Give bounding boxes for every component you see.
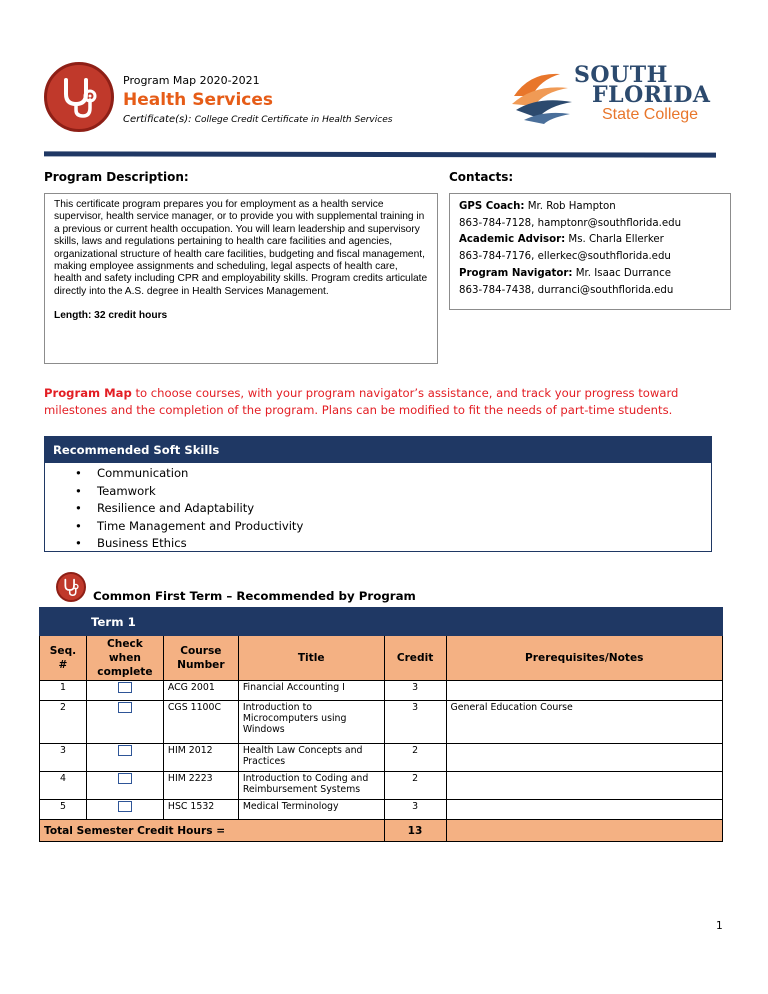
- soft-skills-heading: Recommended Soft Skills: [45, 437, 711, 463]
- check-cell: [86, 701, 163, 744]
- list-item: [75, 483, 711, 501]
- skill-label: Resilience and Adaptability: [97, 501, 255, 516]
- intro-bold: Program Map: [44, 386, 132, 400]
- certificate-value: College Credit Certificate in Health Services: [194, 115, 393, 125]
- table-row: [40, 701, 723, 744]
- gps-coach-info: 863-784-7128, hamptonr@southflorida.edu: [459, 217, 682, 229]
- course-number-cell: ACG 2001: [163, 681, 238, 701]
- notes-cell: [446, 744, 722, 772]
- check-cell: [86, 772, 163, 800]
- course-number-cell: HSC 1532: [163, 800, 238, 820]
- navigator-name: Mr. Isaac Durrance: [575, 267, 671, 279]
- bullet-icon: •: [75, 518, 82, 533]
- bullet-icon: •: [75, 536, 82, 551]
- term-row-spacer: [40, 608, 87, 636]
- gps-coach-label: GPS Coach:: [459, 201, 525, 212]
- logo-text-south: SOUTH: [574, 62, 668, 88]
- certificate-label: Certificate(s):: [123, 114, 192, 125]
- notes-cell: [446, 800, 722, 820]
- program-title: Health Services: [123, 90, 273, 110]
- description-heading: Program Description:: [44, 170, 189, 184]
- program-map-intro: [44, 385, 734, 419]
- course-table: [39, 607, 723, 842]
- credit-cell: 3: [384, 800, 446, 820]
- navigator-info: 863-784-7438, durranci@southflorida.edu: [459, 284, 674, 296]
- complete-checkbox[interactable]: [118, 702, 132, 713]
- navigator-label: Program Navigator:: [459, 267, 573, 279]
- check-cell: [86, 681, 163, 701]
- bullet-icon: •: [75, 483, 82, 498]
- course-number-cell: HIM 2012: [163, 744, 238, 772]
- complete-checkbox[interactable]: [118, 773, 132, 784]
- course-number-cell: CGS 1100C: [163, 701, 238, 744]
- credit-cell: 2: [384, 744, 446, 772]
- term-section-heading: Common First Term – Recommended by Program: [93, 589, 416, 603]
- skill-label: Business Ethics: [97, 536, 187, 551]
- col-check: Check when complete: [86, 636, 163, 681]
- total-label: Total Semester Credit Hours =: [40, 820, 385, 842]
- college-logo-mark-icon: [510, 66, 574, 126]
- complete-checkbox[interactable]: [118, 745, 132, 756]
- seq-cell: 1: [40, 681, 87, 701]
- total-row: [40, 820, 723, 842]
- soft-skills-list: [45, 463, 711, 553]
- advisor-label: Academic Advisor:: [459, 234, 566, 246]
- course-number-cell: HIM 2223: [163, 772, 238, 800]
- total-value: 13: [384, 820, 446, 842]
- seq-cell: 3: [40, 744, 87, 772]
- term-row: [40, 608, 723, 636]
- description-text: This certificate program prepares you for employment as a health service supervisor, health service manager, or to provide you with supplemental training in a previous or current health occupation. You will learn leadership and supervisory skills, laws and regulations pertaining to health care facilities and agencies, organizational structure of health care facilities, budgeting and fiscal management, making employee assignments and scheduling, legal aspects of health care, health and safety including CPR and employability skills. Program credits articulate directly into the A.S. degree in Health Services Management.: [54, 199, 428, 297]
- advisor-line: [459, 232, 721, 249]
- list-item: [75, 500, 711, 518]
- program-map-year: Program Map 2020-2021: [123, 74, 260, 87]
- seq-cell: 2: [40, 701, 87, 744]
- program-length: Length: 32 credit hours: [54, 310, 168, 322]
- list-item: [75, 535, 711, 553]
- col-seq: Seq. #: [40, 636, 87, 681]
- col-title: Title: [238, 636, 384, 681]
- header-divider: [44, 151, 716, 157]
- gps-coach-name: Mr. Rob Hampton: [527, 201, 616, 212]
- certificate-line: [123, 114, 392, 125]
- col-notes: Prerequisites/Notes: [446, 636, 722, 681]
- total-notes-cell: [446, 820, 722, 842]
- gps-coach-line: [459, 199, 721, 216]
- table-header-row: [40, 636, 723, 681]
- table-row: [40, 744, 723, 772]
- description-box: [44, 193, 438, 364]
- navigator-line: [459, 266, 721, 283]
- soft-skills-box: [44, 436, 712, 552]
- advisor-info: 863-784-7176, ellerkec@southflorida.edu: [459, 251, 671, 263]
- title-cell: Introduction to Microcomputers using Windows: [238, 701, 384, 744]
- table-row: [40, 800, 723, 820]
- title-cell: Introduction to Coding and Reimbursement Systems: [238, 772, 384, 800]
- seq-cell: 4: [40, 772, 87, 800]
- skill-label: Teamwork: [97, 483, 156, 498]
- col-credit: Credit: [384, 636, 446, 681]
- bullet-icon: •: [75, 501, 82, 516]
- page-number: 1: [716, 920, 723, 932]
- list-item: [75, 465, 711, 483]
- term-label: Term 1: [86, 608, 722, 636]
- contacts-heading: Contacts:: [449, 170, 514, 184]
- college-logo: [510, 62, 710, 132]
- skill-label: Time Management and Productivity: [97, 518, 304, 533]
- col-course-number: Course Number: [163, 636, 238, 681]
- notes-cell: [446, 772, 722, 800]
- notes-cell: [446, 681, 722, 701]
- program-icon: [44, 62, 114, 132]
- complete-checkbox[interactable]: [118, 682, 132, 693]
- credit-cell: 3: [384, 701, 446, 744]
- title-cell: Medical Terminology: [238, 800, 384, 820]
- credit-cell: 3: [384, 681, 446, 701]
- table-row: [40, 772, 723, 800]
- notes-cell: General Education Course: [446, 701, 722, 744]
- term-icon: [56, 572, 86, 602]
- credit-cell: 2: [384, 772, 446, 800]
- title-cell: Health Law Concepts and Practices: [238, 744, 384, 772]
- seq-cell: 5: [40, 800, 87, 820]
- bullet-icon: •: [75, 466, 82, 480]
- advisor-name: Ms. Charla Ellerker: [568, 234, 664, 246]
- stethoscope-icon: [56, 74, 102, 120]
- list-item: [75, 518, 711, 536]
- logo-text-florida: FLORIDA: [592, 82, 711, 108]
- stethoscope-icon: [61, 577, 81, 597]
- check-cell: [86, 744, 163, 772]
- skill-label: Communication: [97, 466, 189, 480]
- contacts-box: [449, 193, 731, 310]
- title-cell: Financial Accounting I: [238, 681, 384, 701]
- table-row: [40, 681, 723, 701]
- check-cell: [86, 800, 163, 820]
- logo-text-state-college: State College: [602, 106, 699, 123]
- complete-checkbox[interactable]: [118, 801, 132, 812]
- intro-rest: to choose courses, with your program navigator’s assistance, and track your progress toward milestones and the completion of the program. Plans can be modified to fit the needs of part-time students.: [44, 386, 679, 417]
